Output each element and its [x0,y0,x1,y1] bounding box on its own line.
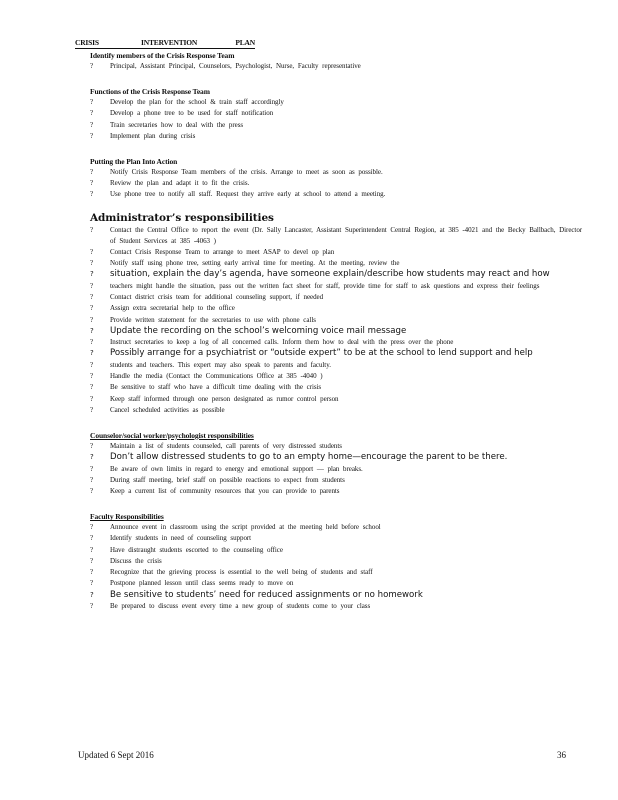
list-item: ? Assign extra secretarial help to the office [90,303,590,314]
section-title: Counselor/social worker/psychologist responsibilities [90,430,254,440]
list-item: ? Be aware of own limits in regard to energy and emotional support — plan breaks. [90,464,590,475]
list-item: ? Possibly arrange for a psychiatrist or “outside expert” to be at the school to lend support and help [90,348,590,360]
list-item-continuation: ? students and teachers. This expert may also speak to parents and faculty. [90,360,590,371]
bullet-list [90,225,590,416]
header-part-intervention: INTERVENTION [141,38,198,47]
list-item: ? Be sensitive to staff who have a difficult time dealing with the crisis [90,382,590,393]
list-item: ? Use phone tree to notify all staff. Request they arrive early at school to attend a meeting. [90,189,590,200]
list-item: ? Identify students in need of counseling support [90,533,590,544]
section-identify-members [90,50,590,72]
list-item: ? Be prepared to discuss event every time a new group of students come to your class [90,601,590,612]
list-item: ? Keep staff informed through one person designated as rumor control person [90,394,590,405]
section-functions [90,86,590,142]
section-putting-plan-into-action [90,156,590,201]
list-item: ? During staff meeting, brief staff on possible reactions to expect from students [90,475,590,486]
list-item: ? Have distraught students escorted to the counseling office [90,545,590,556]
list-item: ? Recognize that the grieving process is essential to the well being of students and staff [90,567,590,578]
bullet-list [90,441,590,497]
list-item: ? Develop the plan for the school & train staff accordingly [90,97,590,108]
bullet-list [90,61,590,72]
list-item: ? Keep a current list of community resources that you can provide to parents [90,486,590,497]
section-title: Faculty Responsibilities [90,512,164,522]
list-item: ? Develop a phone tree to be used for staff notification [90,108,590,119]
bullet-list [90,97,590,142]
list-item: ? Train secretaries how to deal with the press [90,120,590,131]
list-item: ? Be sensitive to students’ need for reduced assignments or no homework [90,590,590,602]
page-number: 36 [557,750,566,760]
list-item: ? Announce event in classroom using the script provided at the meeting held before school [90,522,590,533]
section-title: Functions of the Crisis Response Team [90,87,210,97]
list-item: ? Implement plan during crisis [90,131,590,142]
header-part-crisis: CRISIS [75,38,99,47]
list-item: ? Notify Crisis Response Team members of the crisis. Arrange to meet as soon as possible. [90,167,590,178]
updated-date: Updated 6 Sept 2016 [78,750,154,760]
bullet-list [90,167,590,201]
list-item: ? Review the plan and adapt it to fit the crisis. [90,178,590,189]
list-item: ? Principal, Assistant Principal, Counselors, Psychologist, Nurse, Faculty representative [90,61,590,72]
list-item: ? Contact Crisis Response Team to arrange to meet ASAP to devel op plan [90,247,590,258]
list-item: ? Provide written statement for the secretaries to use with phone calls [90,315,590,326]
header-part-plan: PLAN [235,38,255,47]
document-footer [78,750,566,760]
list-item: ? Cancel scheduled activities as possible [90,405,590,416]
list-item: ? Update the recording on the school’s welcoming voice mail message [90,326,590,338]
list-item: ? Don’t allow distressed students to go to an empty home—encourage the parent to be there. [90,452,590,464]
section-counselor-responsibilities [90,430,590,497]
list-item: ? Maintain a list of students counseled, call parents of very distressed students [90,441,590,452]
section-administrator-responsibilities [90,211,590,416]
bullet-list [90,522,590,612]
list-item: ? Contact the Central Office to report the event (Dr. Sally Lancaster, Assistant Superintendent Central Region, at 385 -4021 and the Becky Ballbach, Director of Student Services at 385 -4063 ) [90,225,590,247]
list-item: ? Handle the media (Contact the Communications Office at 385 -4040 ) [90,371,590,382]
list-item-continuation: ? situation, explain the day’s agenda, have someone explain/describe how students may react and how [90,269,590,281]
document-header [75,38,255,49]
section-title: Identify members of the Crisis Response Team [90,51,235,60]
section-title: Administrator’s responsibilities [90,211,274,224]
list-item: ? Contact district crisis team for additional counseling support, if needed [90,292,590,303]
section-faculty-responsibilities [90,511,590,612]
list-item: ? Notify staff using phone tree, setting early arrival time for meeting. At the meeting, review the [90,258,590,269]
list-item: ? Postpone planned lesson until class seems ready to move on [90,578,590,589]
list-item: ? Instruct secretaries to keep a log of all concerned calls. Inform them how to deal with the press over the phone [90,337,590,348]
document-body [90,50,590,612]
list-item-continuation: ? teachers might handle the situation, pass out the written fact sheet for staff, provide time for staff to ask questions and express their feelings [90,281,590,292]
section-title: Putting the Plan Into Action [90,157,178,167]
list-item: ? Discuss the crisis [90,556,590,567]
